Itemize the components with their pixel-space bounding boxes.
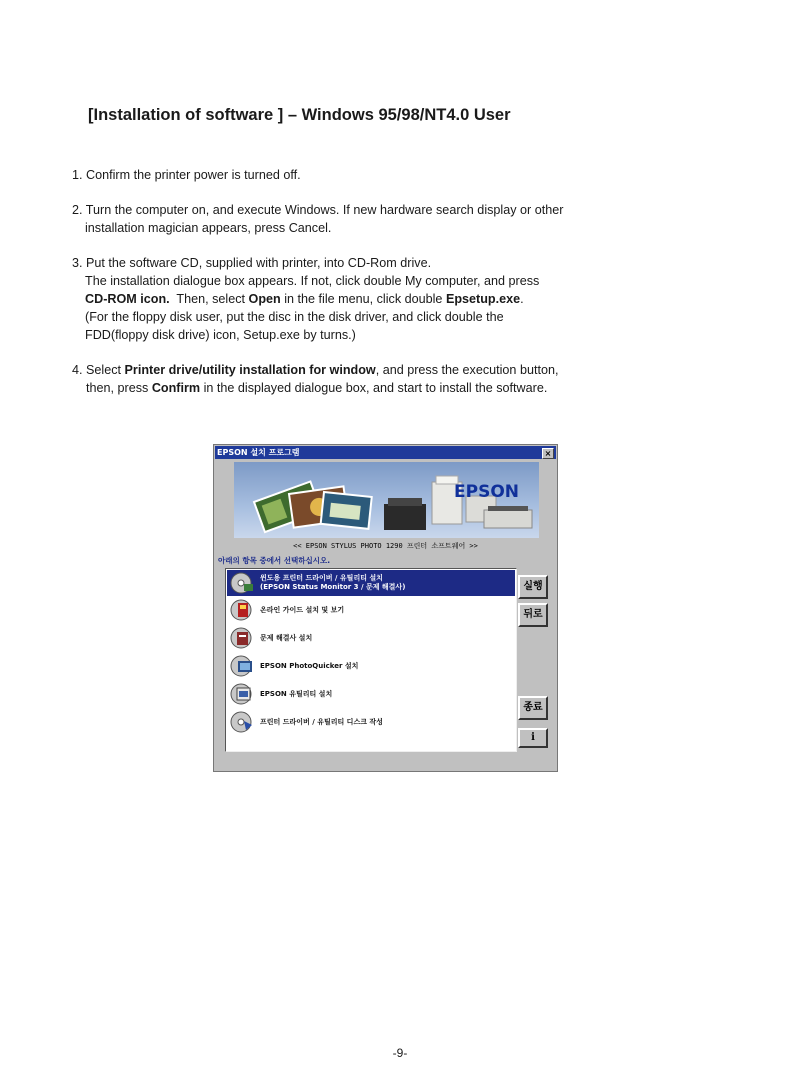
step-4-line-1 — [72, 361, 712, 379]
list-item-label-line-1: 윈도용 프린터 드라이버 / 유틸리티 설치 — [260, 574, 383, 582]
step-3-line-2: The installation dialogue box appears. If not, click double My computer, and press — [85, 274, 540, 288]
dialog-title: EPSON 설치 프로그램 — [217, 448, 300, 457]
step-3-text-a: Then, select — [169, 292, 249, 306]
install-options-list — [225, 568, 517, 752]
close-icon: × — [544, 449, 552, 458]
close-button[interactable] — [542, 448, 554, 459]
list-item-label: 온라인 가이드 설치 및 보기 — [260, 605, 345, 614]
list-item-online-guide[interactable] — [227, 597, 515, 623]
list-item-label-line-2: (EPSON Status Monitor 3 / 문제 해결사) — [260, 583, 406, 591]
disk-create-icon — [230, 711, 254, 733]
confirm-term: Confirm — [151, 381, 201, 395]
list-item-label: 프린터 드라이버 / 유틸리티 디스크 작성 — [260, 717, 383, 726]
list-item-utility[interactable] — [227, 681, 515, 707]
info-button[interactable] — [518, 728, 548, 748]
step-4-text-d: in the displayed dialogue box, and start to install the software. — [200, 381, 548, 395]
exit-button[interactable]: 종료 — [518, 696, 548, 720]
step-3-line-5: FDD(floppy disk drive) icon, Setup.exe by turns.) — [85, 328, 356, 342]
info-icon: i — [531, 732, 535, 743]
utility-icon — [230, 683, 254, 705]
troubleshooter-icon — [230, 627, 254, 649]
step-4 — [72, 361, 712, 397]
list-item-label: EPSON 유틸리티 설치 — [260, 689, 333, 698]
photoquicker-icon — [230, 655, 254, 677]
step-3 — [72, 254, 712, 344]
product-banner — [234, 462, 539, 538]
back-button[interactable]: 뒤로 — [518, 603, 548, 627]
step-3-line-1: 3. Put the software CD, supplied with printer, into CD-Rom drive. — [72, 256, 432, 270]
list-item-label: EPSON PhotoQuicker 설치 — [260, 661, 359, 670]
page-number: -9- — [392, 1046, 408, 1060]
step-3-line-4: (For the floppy disk user, put the disc in the disk driver, and click double the — [85, 310, 504, 324]
step-1 — [72, 166, 712, 184]
step-4-text-c: then, press — [86, 381, 152, 395]
list-item-troubleshooter[interactable] — [227, 625, 515, 651]
epson-logo: EPSON — [454, 482, 519, 502]
step-2-line-2: installation magician appears, press Cancel. — [85, 221, 332, 235]
step-2 — [72, 201, 712, 237]
list-item-printer-driver[interactable] — [227, 570, 515, 596]
instruction-steps — [72, 166, 712, 414]
step-4-text-b: , and press the execution button, — [375, 363, 559, 377]
list-item-photoquicker[interactable] — [227, 653, 515, 679]
list-item-label: 문제 해결사 설치 — [260, 633, 313, 642]
page-title: [Installation of software ] – Windows 95/98/NT4.0 User — [88, 106, 511, 124]
dialog-title-bar[interactable] — [215, 446, 556, 459]
epson-setup-dialog — [213, 444, 558, 772]
step-3-line-3 — [72, 290, 712, 308]
step-3-text-c: . — [520, 292, 524, 306]
cd-install-icon — [230, 572, 254, 594]
step-2-line-1: 2. Turn the computer on, and execute Windows. If new hardware search display or other — [72, 203, 564, 217]
online-guide-icon — [230, 599, 254, 621]
selection-instruction: 아래의 항목 중에서 선택하십시오. — [218, 556, 331, 565]
list-item-label — [260, 574, 405, 592]
epsetup-term: Epsetup.exe — [445, 292, 521, 306]
printer-drive-term: Printer drive/utility installation for window — [124, 363, 376, 377]
product-subtitle: << EPSON STYLUS PHOTO 1290 프린터 소프트웨어 >> — [293, 542, 478, 550]
cd-rom-icon-term: CD-ROM icon. — [85, 292, 170, 306]
run-button[interactable]: 실행 — [518, 575, 548, 599]
open-term: Open — [248, 292, 281, 306]
step-4-line-2 — [72, 379, 712, 397]
step-4-text-a: 4. Select — [72, 363, 125, 377]
step-1-text: 1. Confirm the printer power is turned off. — [72, 168, 301, 182]
list-item-disk-create[interactable] — [227, 709, 515, 735]
step-3-text-b: in the file menu, click double — [280, 292, 446, 306]
